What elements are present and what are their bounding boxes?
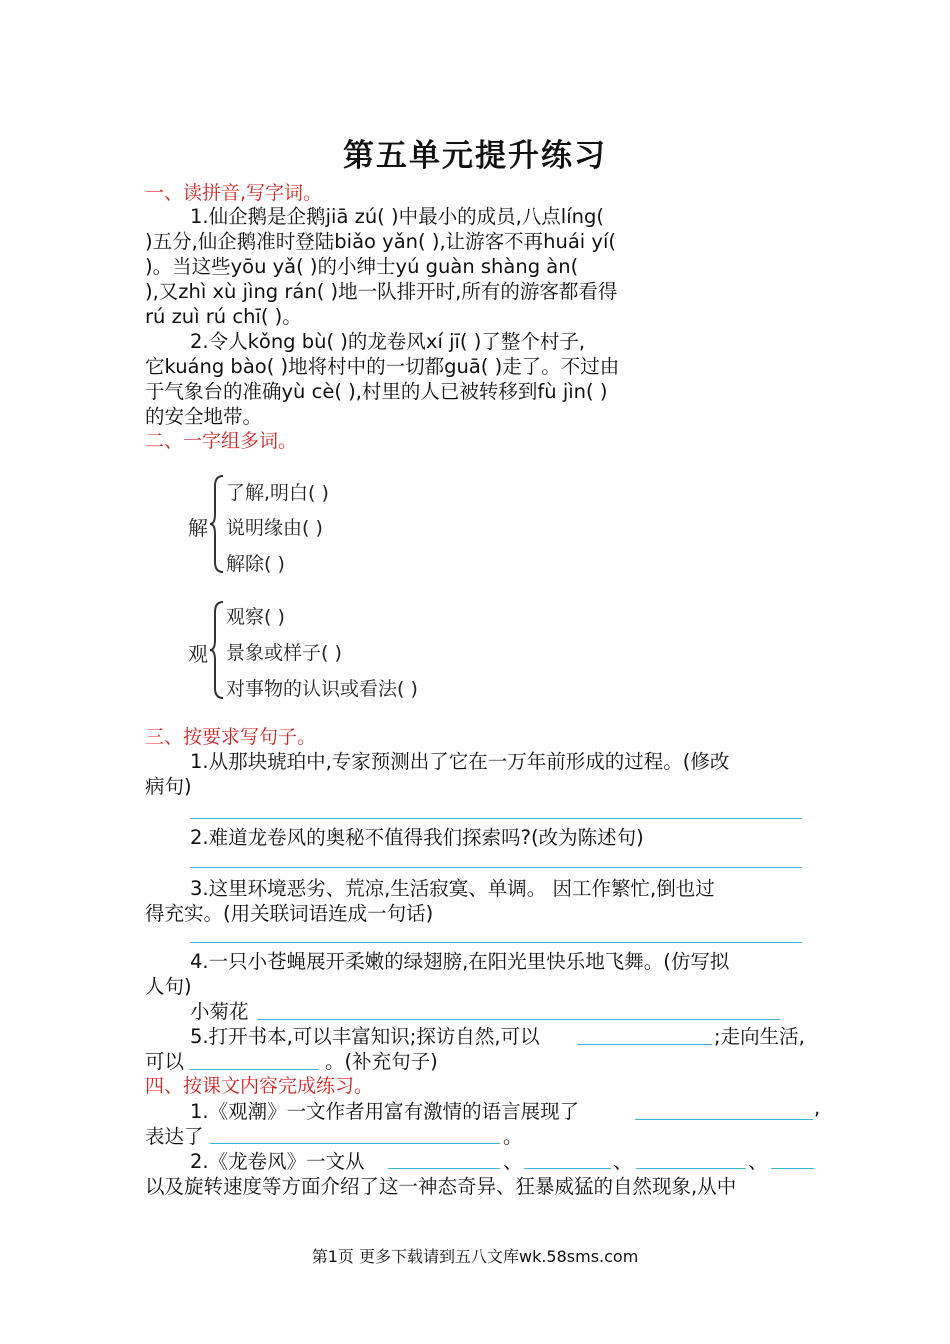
group-jie-item-2: 说明缘由( ) [226,517,323,539]
s1-line-5: rú zuì rú chī( )。 [145,305,302,328]
left-brace-icon [209,474,225,574]
s4-q2-sep-3: 、 [748,1150,768,1173]
s3-q4-line-1: 4.一只小苍蝇展开柔嫩的绿翅膀,在阳光里快乐地飞舞。(仿写拟 [190,950,730,973]
s1-line-7: 它kuáng bào( )地将村中的一切都guā( )走了。不过由 [145,355,620,378]
s1-line-8: 于气象台的准确yù cè( ),村里的人已被转移到fù jìn( ) [145,380,608,403]
group-guan-item-2: 景象或样子( ) [226,642,342,664]
s1-line-1: 1.仙企鹅是企鹅jiā zú( )中最小的成员,八点líng( [190,205,604,228]
group-jie-item-1: 了解,明白( ) [226,482,329,504]
s3-q3-line-2: 得充实。(用关联词语连成一句话) [145,902,434,925]
s1-line-9: 的安全地带。 [145,405,263,428]
s3-q1-line-2: 病句) [145,775,192,798]
group-char-guan: 观 [188,642,208,666]
s4-q1-comma: , [814,1096,821,1119]
answer-line[interactable] [771,1168,814,1169]
s4-q1-line-2b: 。 [503,1125,523,1148]
answer-line[interactable] [388,1168,500,1169]
s3-q5-line-2b: 。(补充句子) [325,1050,438,1073]
answer-line[interactable] [210,1143,500,1144]
s3-q1-line-1: 1.从那块琥珀中,专家预测出了它在一万年前形成的过程。(修改 [190,750,730,773]
group-char-jie: 解 [188,516,208,540]
section-4-heading: 四、按课文内容完成练习。 [145,1075,374,1097]
answer-line[interactable] [189,1069,319,1070]
footer-text: 第1页 更多下载请到五八文库 [311,1247,519,1266]
group-guan-item-3: 对事物的认识或看法( ) [226,678,418,700]
s4-q2-line-2: 以及旋转速度等方面介绍了这一神态奇异、狂暴威猛的自然现象,从中 [145,1175,737,1198]
s1-line-6: 2.令人kǒng bù( )的龙卷风xí jī( )了整个村子, [190,330,586,353]
s4-q2-sep-1: 、 [503,1150,523,1173]
page-footer [0,1244,950,1267]
section-3-heading: 三、按要求写句子。 [145,726,317,748]
s4-q1-line-2a: 表达了 [145,1125,204,1148]
s3-q5-line-1b: ;走向生活, [714,1025,805,1048]
answer-line[interactable] [257,1019,780,1020]
s1-line-4: ),又zhì xù jìng rán( )地一队排开时,所有的游客都看得 [145,280,618,303]
section-2-heading: 二、一字组多词。 [145,430,298,452]
s3-q5-line-2a: 可以 [145,1050,185,1073]
s3-q2: 2.难道龙卷风的奥秘不值得我们探索吗?(改为陈述句) [190,826,644,849]
group-jie-item-3: 解除( ) [226,553,285,575]
group-guan-item-1: 观察( ) [226,606,285,628]
left-brace-icon [209,600,225,700]
page-title: 第五单元提升练习 [343,138,607,174]
s3-q4-prompt: 小菊花 [190,1000,249,1023]
answer-line[interactable] [190,942,802,943]
answer-line[interactable] [636,1168,746,1169]
answer-line[interactable] [190,867,802,868]
s3-q5-line-1a: 5.打开书本,可以丰富知识;探访自然,可以 [190,1025,540,1048]
answer-line[interactable] [635,1119,813,1120]
s4-q2-sep-2: 、 [613,1150,633,1173]
s1-line-3: )。当这些yōu yǎ( )的小绅士yú guàn shàng àn( [145,255,579,278]
answer-line[interactable] [190,818,802,819]
answer-line[interactable] [577,1044,712,1045]
s4-q1-line-1: 1.《观潮》一文作者用富有激情的语言展现了 [190,1100,580,1123]
s1-line-2: )五分,仙企鹅准时登陆biǎo yǎn( ),让游客不再huái yí( [145,230,616,253]
s3-q4-line-2: 人句) [145,975,192,998]
answer-line[interactable] [524,1168,611,1169]
section-1-heading: 一、读拼音,写字词。 [145,182,323,204]
footer-site-link[interactable]: wk.58sms.com [518,1247,639,1266]
s3-q3-line-1: 3.这里环境恶劣、荒凉,生活寂寞、单调。 因工作繁忙,倒也过 [190,877,715,900]
s4-q2-line-1: 2.《龙卷风》一文从 [190,1150,365,1173]
